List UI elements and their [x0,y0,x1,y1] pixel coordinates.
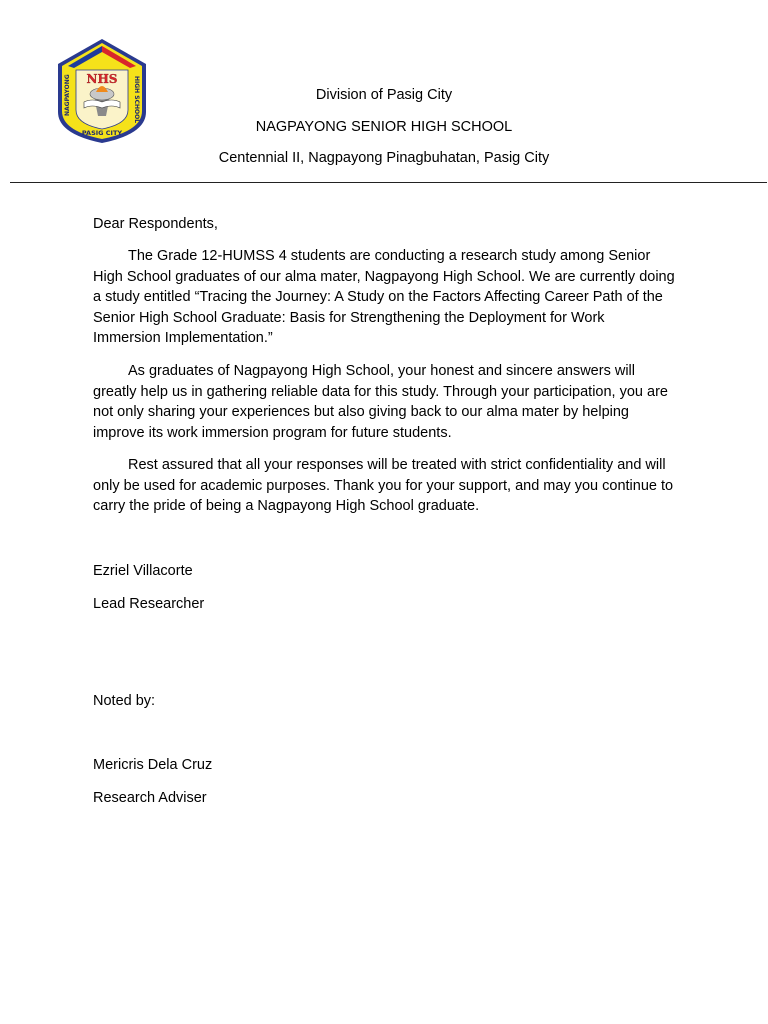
school-name [0,118,768,136]
header-divider [10,182,767,183]
letter-paragraph-1: The Grade 12-HUMSS 4 students are conducting a research study among Senior High School graduates of our alma mater, Nagpayong High School. We are currently doing a study entitled “Tracing the Journey: A Study on the Factors Affecting Career Path of the Senior High School Graduate: Basis for Strengthening the Deployment for Work Immersion Implementation.” [93,248,675,346]
adviser-title: Research Adviser [93,790,207,806]
lead-researcher-name: Ezriel Villacorte [93,563,193,579]
lead-researcher-title: Lead Researcher [93,596,205,612]
letter-paragraph-3: Rest assured that all your responses will be treated with strict confidentiality and will only be used for academic purposes. Thank you for your support, and may you continue to carry the pride of being a Nagpayong High School graduate. [93,457,674,514]
school-address [0,149,768,167]
logo-left-text: NAGPAYONG [64,74,71,116]
school-text: NAGPAYONG SENIOR HIGH SCHOOL [255,119,513,135]
division-text: Division of Pasig City [315,87,453,103]
logo-bottom-text: PASIG CITY [81,129,123,137]
adviser-name: Mericris Dela Cruz [93,757,213,773]
salutation: Dear Respondents, [93,216,218,232]
logo-right-text: HIGH SCHOOL [133,76,140,124]
logo-monogram: NHS [86,72,118,86]
noted-by-label: Noted by: [93,693,156,709]
letter-paragraph-2: As graduates of Nagpayong High School, your honest and sincere answers will greatly help us in gathering reliable data for this study. Through your participation, you are not only sharing your experiences but also giving back to our alma mater by helping improve its work immersion program for future students. [93,363,668,441]
address-text: Centennial II, Nagpayong Pinagbuhatan, Pasig City [218,150,550,166]
division-name [0,86,768,104]
